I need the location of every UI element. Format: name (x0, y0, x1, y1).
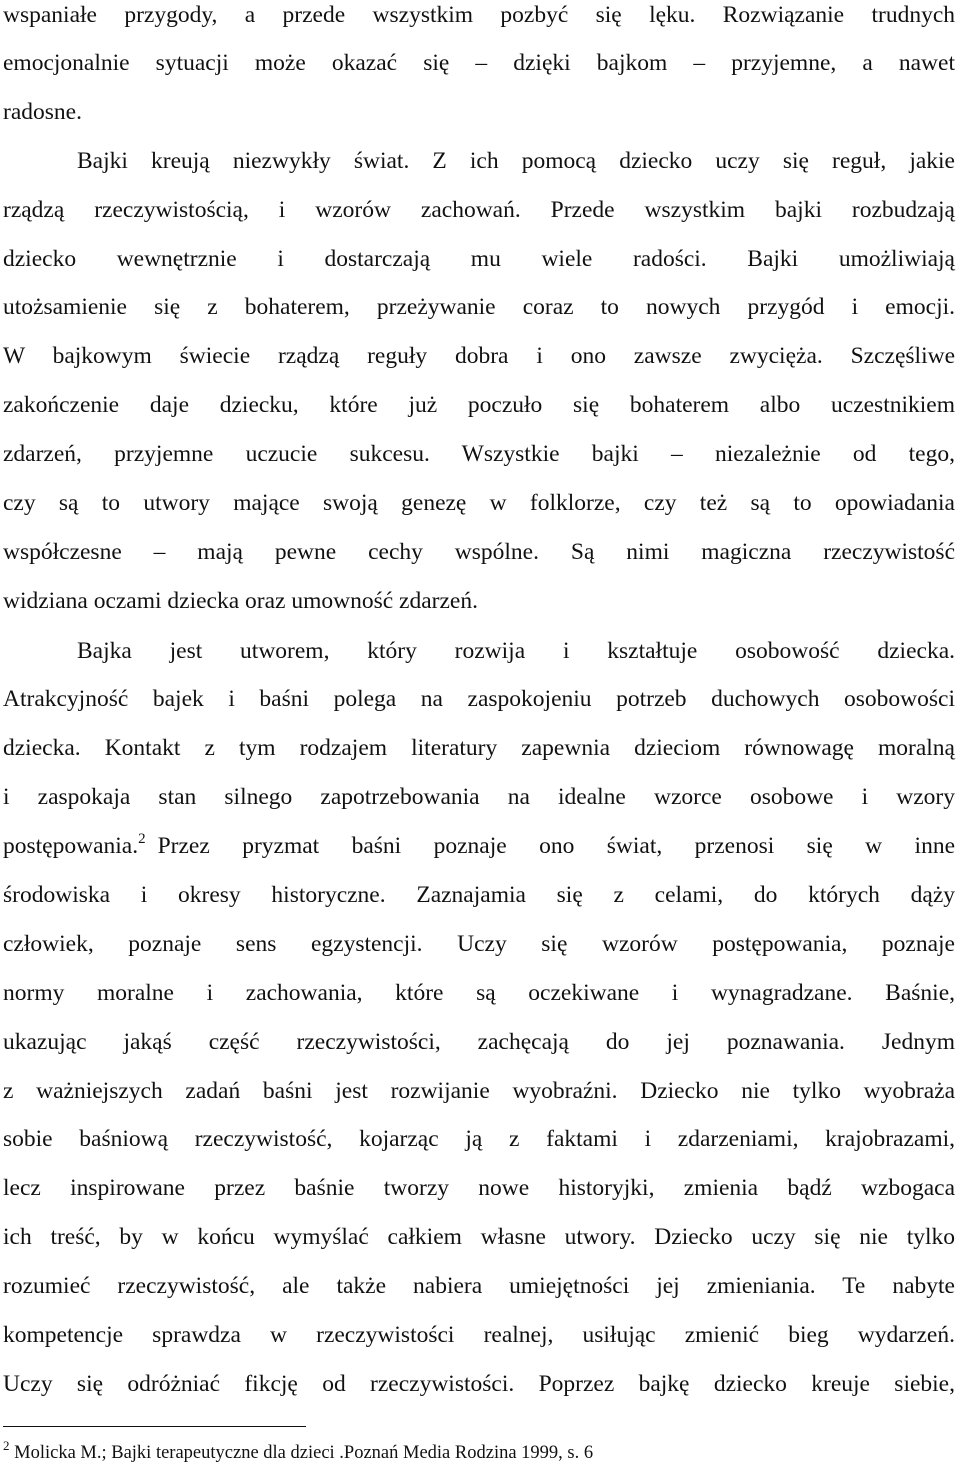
text-line: lecz inspirowane przez baśnie tworzy nowe historyjki, zmienia bądź wzbogaca (3, 1175, 955, 1201)
text-line: ukazując jakąś część rzeczywistości, zachęcają do jej poznawania. Jednym (3, 1029, 955, 1055)
footnote (3, 1438, 594, 1464)
text-line: i zaspokaja stan silnego zapotrzebowania na idealne wzorce osobowe i wzory (3, 784, 955, 810)
text-line: W bajkowym świecie rządzą reguły dobra i ono zawsze zwycięża. Szczęśliwe (3, 343, 955, 369)
text-line: rządzą rzeczywistością, i wzorów zachowań. Przede wszystkim bajki rozbudzają (3, 197, 955, 223)
text-fragment: postępowania. (3, 833, 139, 859)
footnote-reference: 2 (138, 831, 146, 847)
text-line: sobie baśniową rzeczywistość, kojarząc ją z faktami i zdarzeniami, krajobrazami, (3, 1126, 955, 1152)
text-line: Bajka jest utworem, który rozwija i kształtuje osobowość dziecka. (77, 638, 955, 664)
text-line: ich treść, by w końcu wymyślać całkiem własne utwory. Dziecko uczy się nie tylko (3, 1224, 955, 1250)
text-line: z ważniejszych zadań baśni jest rozwijanie wyobraźni. Dziecko nie tylko wyobraża (3, 1078, 955, 1104)
text-line: widziana oczami dziecka oraz umowność zdarzeń. (3, 588, 478, 614)
text-line-with-footnote (3, 831, 955, 861)
text-line: radosne. (3, 99, 82, 125)
text-line: dziecko wewnętrznie i dostarczają mu wiele radości. Bajki umożliwiają (3, 246, 955, 272)
footnote-marker: 2 (3, 1438, 10, 1453)
text-line: wspaniałe przygody, a przede wszystkim pozbyć się lęku. Rozwiązanie trudnych (3, 2, 955, 28)
text-line: środowiska i okresy historyczne. Zaznajamia się z celami, do których dąży (3, 882, 955, 908)
text-line: kompetencje sprawdza w rzeczywistości realnej, usiłując zmienić bieg wydarzeń. (3, 1322, 955, 1348)
text-line: Uczy się odróżniać fikcję od rzeczywistości. Poprzez bajkę dziecko kreuje siebie, (3, 1371, 955, 1397)
text-line: rozumieć rzeczywistość, ale także nabiera umiejętności jej zmieniania. Te nabyte (3, 1273, 955, 1299)
text-line: zdarzeń, przyjemne uczucie sukcesu. Wszystkie bajki – niezależnie od tego, (3, 441, 955, 467)
text-line: Atrakcyjność bajek i baśni polega na zaspokojeniu potrzeb duchowych osobowości (3, 686, 955, 712)
text-line: emocjonalnie sytuacji może okazać się – dzięki bajkom – przyjemne, a nawet (3, 50, 955, 76)
text-line: czy są to utwory mające swoją genezę w folklorze, czy też są to opowiadania (3, 490, 955, 516)
text-line: Bajki kreują niezwykły świat. Z ich pomocą dziecko uczy się reguł, jakie (77, 148, 955, 174)
text-fragment: Przez pryzmat baśni poznaje ono świat, przenosi się w inne (157, 833, 955, 859)
text-line: dziecka. Kontakt z tym rodzajem literatury zapewnia dzieciom równowagę moralną (3, 735, 955, 761)
text-line: człowiek, poznaje sens egzystencji. Uczy się wzorów postępowania, poznaje (3, 931, 955, 957)
text-line: zakończenie daje dziecku, które już poczuło się bohaterem albo uczestnikiem (3, 392, 955, 418)
text-line: normy moralne i zachowania, które są oczekiwane i wynagradzane. Baśnie, (3, 980, 955, 1006)
text-line: współczesne – mają pewne cechy wspólne. Są nimi magiczna rzeczywistość (3, 539, 955, 565)
footnote-text: Molicka M.; Bajki terapeutyczne dla dzieci .Poznań Media Rodzina 1999, s. 6 (14, 1443, 594, 1463)
footnote-separator (3, 1426, 306, 1427)
text-line: utożsamienie się z bohaterem, przeżywanie coraz to nowych przygód i emocji. (3, 294, 955, 320)
